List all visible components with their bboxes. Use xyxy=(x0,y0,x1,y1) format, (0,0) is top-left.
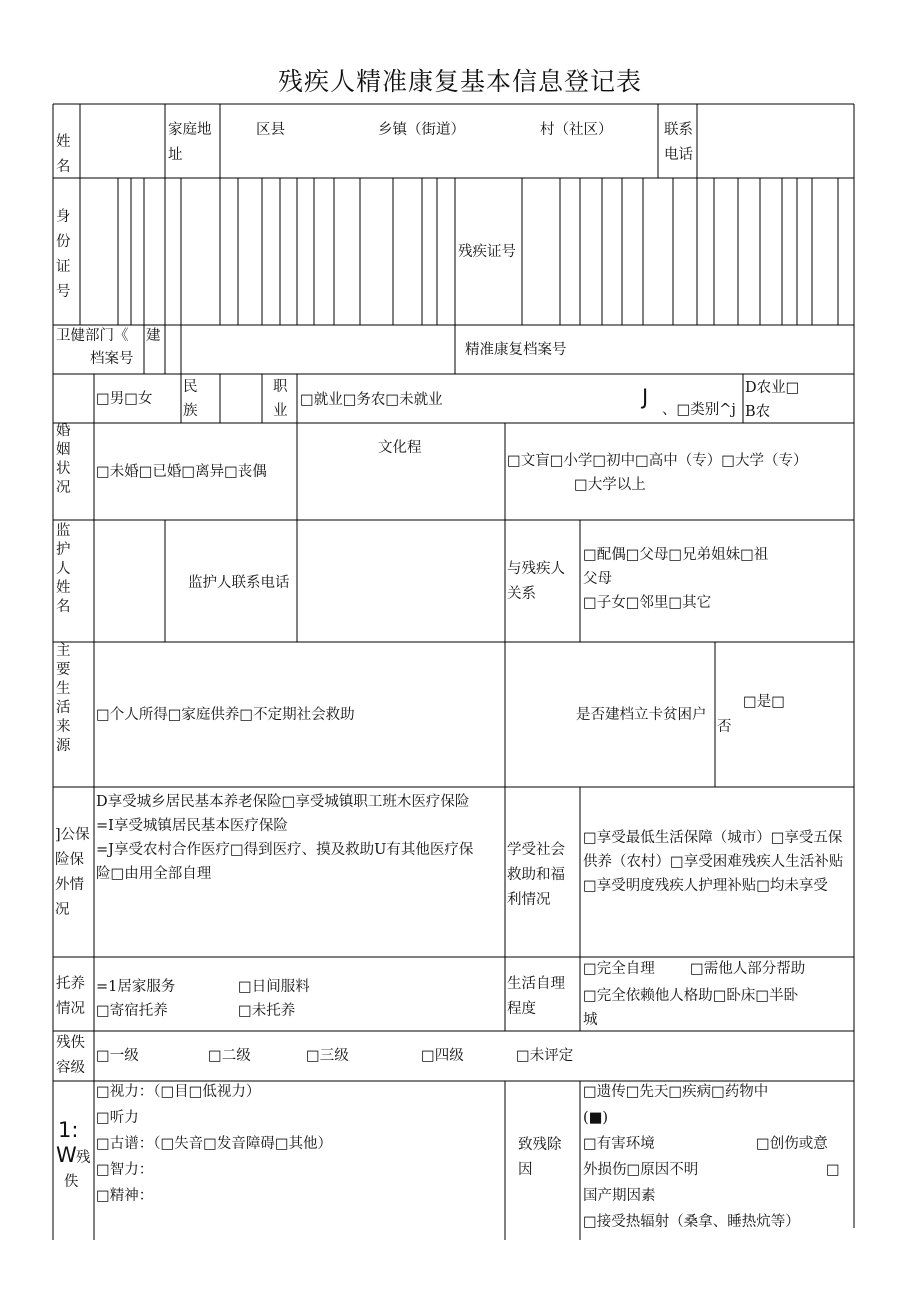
type-mental[interactable]: □精神： xyxy=(96,1188,154,1204)
poverty-options[interactable]: □是□ xyxy=(743,694,785,710)
care-label: 托养情况 xyxy=(56,976,85,1017)
relation-options-2: 父母 xyxy=(583,571,612,587)
selfcare-option-3[interactable]: □完全依赖他人格助□卧床□半卧 xyxy=(583,988,799,1004)
relation-options-3[interactable]: □子女□邻里□其它 xyxy=(583,595,712,611)
selfcare-option-1[interactable]: □完全自理 xyxy=(583,961,655,977)
care-option-day[interactable]: □日间服料 xyxy=(238,979,310,995)
agri-option-2[interactable]: B农 xyxy=(745,404,771,420)
disability-level-label: 残佚容级 xyxy=(56,1035,85,1076)
education-label: 文化程 xyxy=(378,440,422,456)
cause-option-4[interactable]: □创伤或意 xyxy=(756,1136,828,1152)
selfcare-option-4: 城 xyxy=(583,1012,598,1028)
care-option-residential[interactable]: □寄宿托养 xyxy=(96,1003,168,1019)
level-option-unrated[interactable]: □未评定 xyxy=(516,1048,574,1064)
cause-option-6[interactable]: □ xyxy=(826,1162,840,1178)
address-label: 家庭地址 xyxy=(168,122,212,163)
relation-label: 与残疾人关系 xyxy=(507,561,565,602)
health-dept-label: 卫健部门《 xyxy=(56,328,129,344)
level-option-2[interactable]: □二级 xyxy=(208,1048,251,1064)
agri-option-1[interactable]: D农业□ xyxy=(745,380,800,396)
selfcare-label: 生活自理程度 xyxy=(507,976,565,1017)
care-option-none[interactable]: □未托养 xyxy=(238,1003,296,1019)
marital-label: 婚姻状况 xyxy=(56,423,71,496)
type-intellect[interactable]: □智力： xyxy=(96,1162,154,1178)
type-vision[interactable]: □视力：（□目□低视力） xyxy=(96,1084,261,1100)
phone-label: 联系电话 xyxy=(664,122,693,163)
district-label: 区县 xyxy=(256,122,285,138)
care-option-home[interactable]: =1居家服务 xyxy=(96,979,176,995)
poverty-label: 是否建档立卡贫困户 xyxy=(576,707,707,723)
type-label-d: 佚 xyxy=(64,1174,79,1190)
income-source-label: 主要生活来源 xyxy=(56,643,71,754)
name-label: 姓名 xyxy=(56,134,71,175)
education-options-1[interactable]: □文盲□小学□初中□高中（专）□大学（专） xyxy=(507,453,808,469)
type-label-a: 1: xyxy=(58,1118,79,1142)
education-options-2[interactable]: □大学以上 xyxy=(574,477,646,493)
cause-option-1[interactable]: □遗传□先天□疾病□药物中 xyxy=(583,1084,769,1100)
id-number-label: 身份证号 xyxy=(56,209,71,300)
poverty-options-2: 否 xyxy=(717,719,732,735)
cause-label: 致残除因 xyxy=(518,1137,562,1178)
cause-option-8[interactable]: □接受热辐射（桑拿、睡热炕等） xyxy=(583,1214,800,1230)
health-dept-label-3: 档案号 xyxy=(90,351,134,367)
cause-option-3[interactable]: □有害环境 xyxy=(583,1136,655,1152)
type-label-b: W xyxy=(56,1143,77,1167)
type-hearing[interactable]: □听力 xyxy=(96,1110,139,1126)
guardian-name-label: 监护人姓名 xyxy=(56,523,71,615)
type-speech[interactable]: □古谱：（□失音□发音障碍□其他） xyxy=(96,1136,333,1152)
insurance-label: ]公保险保外情况 xyxy=(55,827,90,918)
insurance-option-2[interactable]: =I享受城镇居民基本医疗保险 xyxy=(96,818,288,834)
level-option-1[interactable]: □一级 xyxy=(96,1048,139,1064)
rehab-file-label: 精准康复档案号 xyxy=(465,342,567,358)
cause-option-5[interactable]: 外损伤□原因不明 xyxy=(583,1162,699,1178)
insurance-option-1[interactable]: D享受城乡居民基本养老保险□享受城镇职工班木医疗保险 xyxy=(96,794,470,810)
type-label-c: 残 xyxy=(76,1150,91,1166)
ethnicity-label: 民族 xyxy=(183,379,198,419)
welfare-label: 学受社会救助和福利情况 xyxy=(507,842,565,908)
level-option-3[interactable]: □三级 xyxy=(306,1048,349,1064)
type-label[interactable]: 、□类别^j xyxy=(662,402,736,418)
town-label: 乡镇（街道） xyxy=(378,122,465,138)
level-option-4[interactable]: □四级 xyxy=(421,1048,464,1064)
insurance-option-3[interactable]: =J享受农村合作医疗□得到医疗、摸及救助U有其他医疗保 xyxy=(96,842,474,858)
selfcare-option-2[interactable]: □需他人部分帮助 xyxy=(690,961,806,977)
cause-option-7: 国产期因素 xyxy=(583,1188,656,1204)
gender-options[interactable]: □男□女 xyxy=(96,391,153,407)
health-dept-label-2: 建 xyxy=(146,328,161,344)
village-label: 村（社区） xyxy=(540,122,613,138)
insurance-option-4[interactable]: 险□由用全部自理 xyxy=(96,866,212,882)
guardian-phone-label: 监护人联系电话 xyxy=(188,575,290,591)
marital-options[interactable]: □未婚□已婚□离异□丧偶 xyxy=(96,464,267,480)
welfare-options[interactable]: □享受最低生活保障（城市）□享受五保供养（农村）□享受困难残疾人生活补贴□享受明度残疾人护理补贴□均未享受 xyxy=(583,830,844,894)
form-title: 残疾人精准康复基本信息登记表 xyxy=(277,67,642,96)
cause-option-2: (■) xyxy=(583,1110,609,1126)
income-options[interactable]: □个人所得□家庭供养□不定期社会救助 xyxy=(96,707,355,723)
disability-cert-label: 残疾证号 xyxy=(458,244,516,260)
occupation-label: 职业 xyxy=(273,379,288,419)
relation-options-1[interactable]: □配偶□父母□兄弟姐妹□祖 xyxy=(583,547,769,563)
employment-options[interactable]: □就业□务农□未就业 xyxy=(300,392,443,408)
type-marker: J xyxy=(642,385,649,409)
